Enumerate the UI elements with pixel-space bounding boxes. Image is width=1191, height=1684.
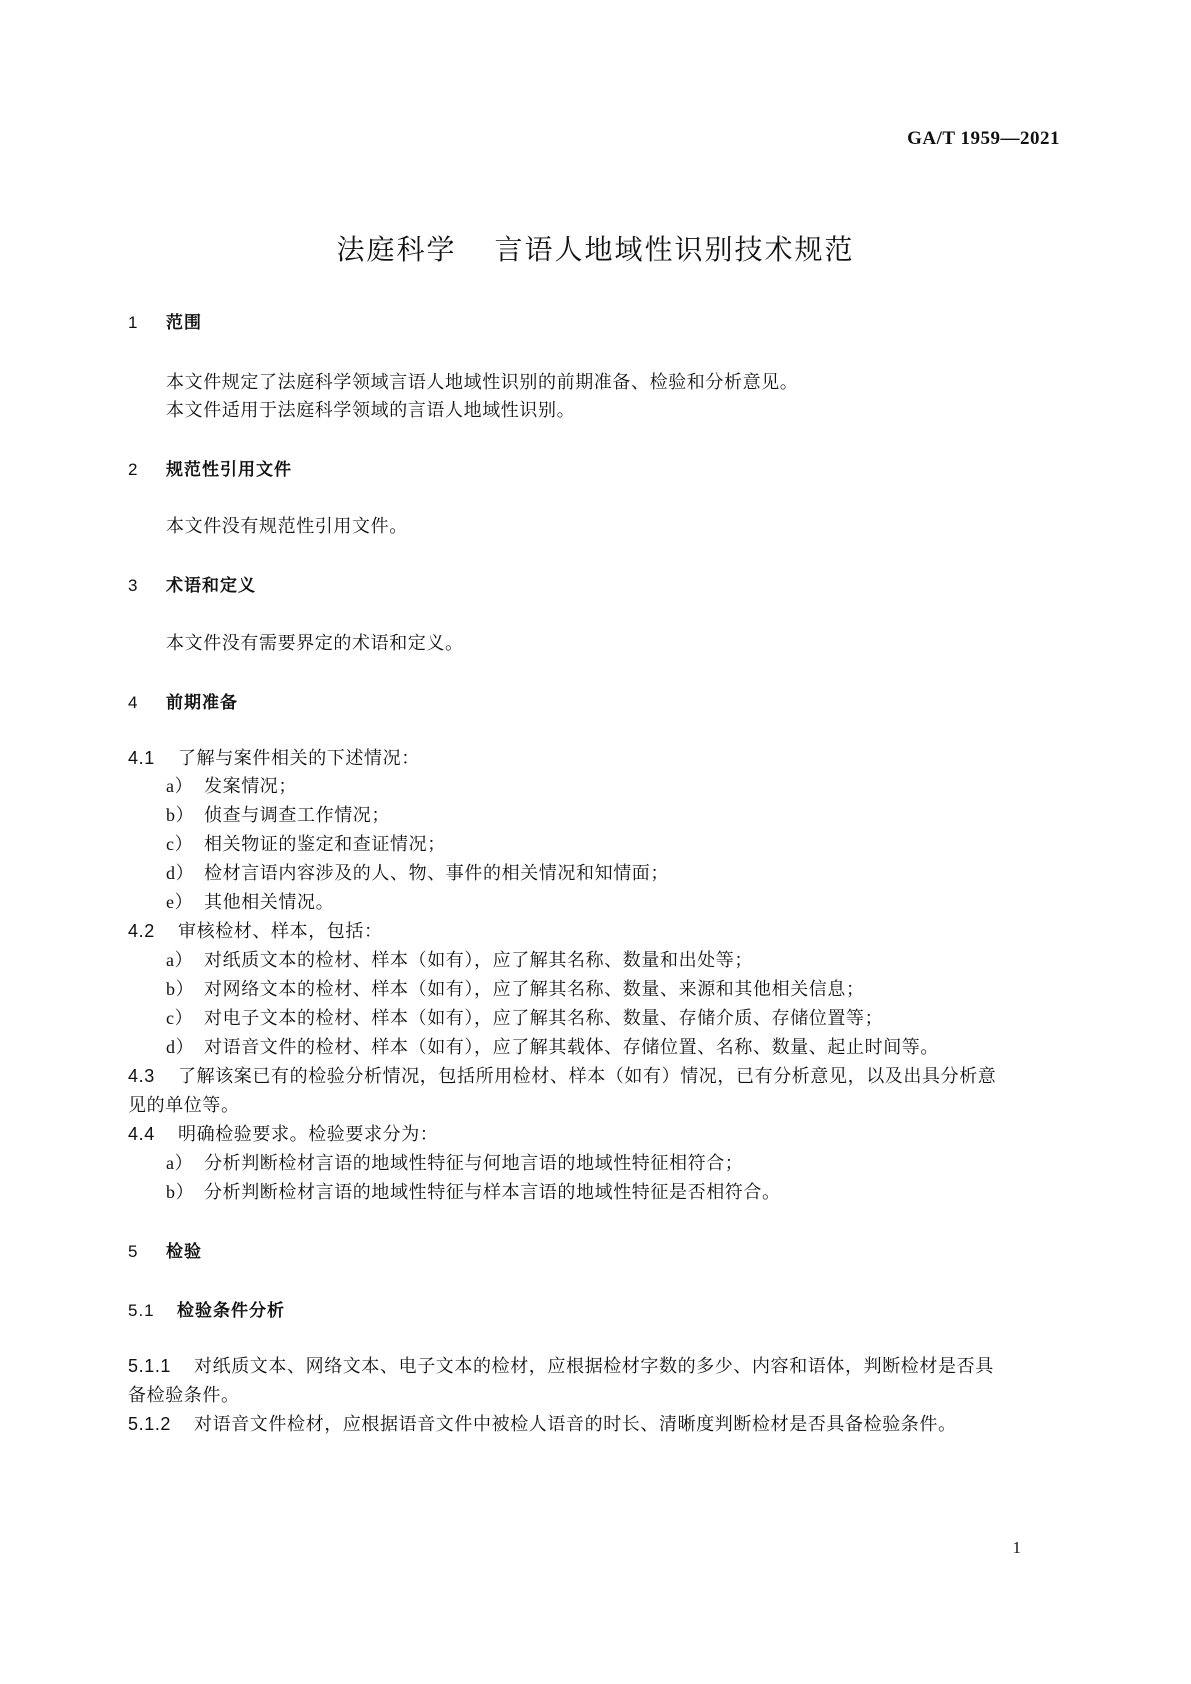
- list-label: e）: [166, 892, 194, 912]
- section-title: 规范性引用文件: [166, 460, 292, 480]
- list-label: b）: [166, 1182, 195, 1202]
- clause-4-3-line-1: [128, 1062, 996, 1088]
- s1-paragraph-1: 本文件规定了法庭科学领域言语人地域性识别的前期准备、检验和分析意见。: [166, 372, 799, 393]
- clause-text: 对纸质文本、网络文本、电子文本的检材，应根据检材字数的多少、内容和语体，判断检材是否具: [194, 1356, 994, 1377]
- section-1-heading: [128, 308, 202, 333]
- clause-4-1: [128, 744, 420, 770]
- list-label: a）: [166, 776, 194, 796]
- section-5-heading: [128, 1237, 202, 1262]
- clause-4-4: [128, 1120, 438, 1146]
- list-item: [166, 859, 669, 885]
- clause-4-2: [128, 917, 383, 943]
- section-title: 前期准备: [166, 693, 238, 713]
- list-label: c）: [166, 1008, 194, 1028]
- section-number: 3: [128, 576, 139, 595]
- section-4-heading: [128, 688, 238, 713]
- section-3-heading: [128, 571, 256, 596]
- list-text: 其他相关情况。: [204, 892, 335, 913]
- document-title: [0, 228, 1191, 268]
- clause-number: 5.1.1: [128, 1356, 172, 1376]
- list-item: [166, 1004, 883, 1030]
- section-number: 5: [128, 1242, 139, 1261]
- subsection-5-1-heading: [128, 1296, 285, 1321]
- list-label: c）: [166, 834, 194, 854]
- page-number: 1: [1012, 1538, 1021, 1557]
- section-title: 术语和定义: [166, 576, 256, 596]
- section-title: 检验条件分析: [177, 1301, 285, 1321]
- section-title: 检验: [166, 1242, 202, 1262]
- section-number: 2: [128, 460, 139, 479]
- list-text: 对语音文件的检材、样本（如有），应了解其载体、存储位置、名称、数量、起止时间等。: [204, 1037, 939, 1058]
- list-text: 相关物证的鉴定和查证情况；: [204, 834, 446, 855]
- list-text: 分析判断检材言语的地域性特征与样本言语的地域性特征是否相符合。: [204, 1182, 781, 1203]
- clause-number: 4.3: [128, 1066, 155, 1086]
- section-number: 1: [128, 313, 139, 332]
- standard-number: GA/T 1959—2021: [907, 128, 1060, 149]
- list-item: [166, 1178, 781, 1204]
- clause-text: 对语音文件检材，应根据语音文件中被检人语音的时长、清晰度判断检材是否具备检验条件。: [194, 1414, 957, 1435]
- clause-5-1-1-line-2: 备检验条件。: [128, 1385, 240, 1406]
- list-item: [166, 772, 297, 798]
- section-title: 范围: [166, 313, 202, 333]
- clause-number: 5.1.2: [128, 1414, 172, 1434]
- clause-text: 了解与案件相关的下述情况：: [178, 748, 420, 769]
- clause-number: 4.2: [128, 921, 155, 941]
- list-text: 侦查与调查工作情况；: [204, 805, 390, 826]
- list-text: 检材言语内容涉及的人、物、事件的相关情况和知情面；: [204, 863, 669, 884]
- clause-5-1-1-line-1: [128, 1352, 994, 1378]
- section-2-heading: [128, 455, 292, 480]
- s1-paragraph-2: 本文件适用于法庭科学领域的言语人地域性识别。: [166, 400, 576, 421]
- list-text: 对纸质文本的检材、样本（如有），应了解其名称、数量和出处等；: [204, 950, 753, 971]
- clause-4-3-line-2: 见的单位等。: [128, 1095, 240, 1116]
- list-item: [166, 830, 446, 856]
- clause-text: 明确检验要求。检验要求分为：: [178, 1124, 439, 1145]
- clause-number: 4.4: [128, 1124, 155, 1144]
- clause-number: 4.1: [128, 748, 155, 768]
- list-text: 对电子文本的检材、样本（如有），应了解其名称、数量、存储介质、存储位置等；: [204, 1008, 884, 1029]
- list-label: b）: [166, 805, 195, 825]
- list-label: a）: [166, 1153, 194, 1173]
- section-number: 4: [128, 693, 139, 712]
- list-text: 分析判断检材言语的地域性特征与何地言语的地域性特征相符合；: [204, 1153, 744, 1174]
- clause-text: 审核检材、样本，包括：: [178, 921, 383, 942]
- s3-paragraph-1: 本文件没有需要界定的术语和定义。: [166, 633, 464, 654]
- title-part-2: 言语人地域性识别技术规范: [494, 233, 855, 266]
- s2-paragraph-1: 本文件没有规范性引用文件。: [166, 516, 408, 537]
- list-item: [166, 946, 753, 972]
- section-number: 5.1: [128, 1301, 155, 1320]
- list-item: [166, 1033, 939, 1059]
- list-item: [166, 975, 865, 1001]
- list-text: 对网络文本的检材、样本（如有），应了解其名称、数量、来源和其他相关信息；: [204, 979, 865, 1000]
- clause-5-1-2: [128, 1410, 957, 1436]
- clause-text: 了解该案已有的检验分析情况，包括所用检材、样本（如有）情况，已有分析意见，以及出具分析意: [178, 1066, 997, 1087]
- list-text: 发案情况；: [204, 776, 297, 797]
- list-label: d）: [166, 863, 195, 883]
- list-item: [166, 801, 390, 827]
- list-label: b）: [166, 979, 195, 999]
- list-item: [166, 1149, 743, 1175]
- title-part-1: 法庭科学: [336, 233, 457, 266]
- list-label: d）: [166, 1037, 195, 1057]
- list-item: [166, 888, 334, 914]
- list-label: a）: [166, 950, 194, 970]
